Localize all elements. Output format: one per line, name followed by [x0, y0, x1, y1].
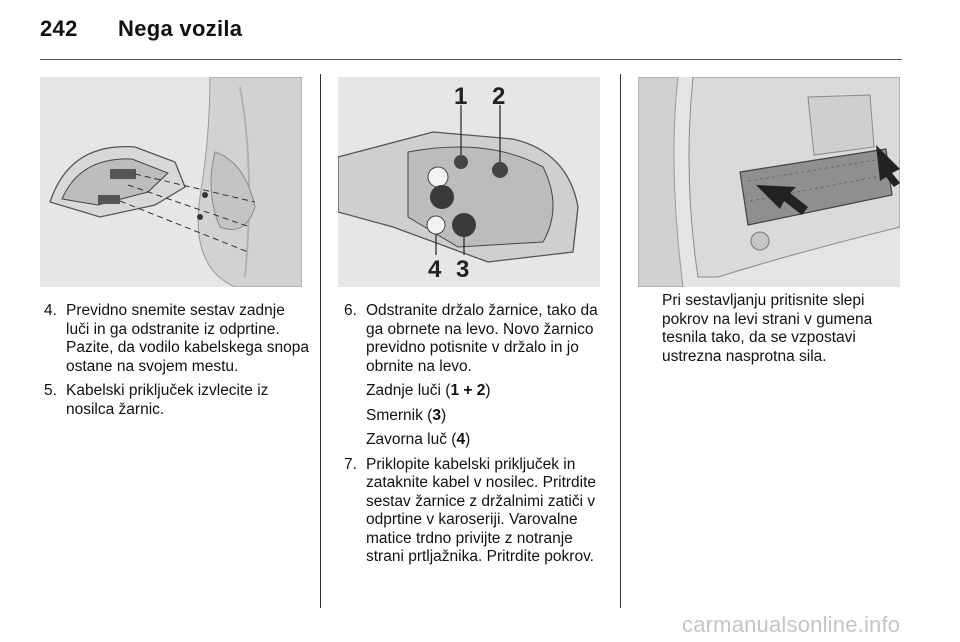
- bulb-brake-light: Zavorna luč (4): [366, 431, 471, 448]
- step-5-number: 5.: [44, 382, 57, 399]
- step-7-number: 7.: [344, 455, 357, 473]
- column-3-text: [662, 292, 902, 366]
- figure-label-1: 1: [454, 83, 468, 110]
- bulb-rear-lights: Zadnje luči (1 + 2): [366, 382, 491, 399]
- column-2-text: [340, 302, 610, 573]
- figure-blind-cover: [638, 77, 900, 287]
- step-6-text: Odstranite držalo žarnice, tako da ga obrnete na levo. Novo žarnico previdno potisnite v držalo in jo obrnite na levo.: [366, 302, 598, 375]
- step-4: [40, 302, 310, 376]
- figure-taillight-removal: [40, 77, 302, 287]
- taillight-removal-illustration: [40, 77, 302, 287]
- step-6-number: 6.: [344, 302, 357, 319]
- blind-cover-illustration: [638, 77, 900, 287]
- bulb-turn-signal: Smernik (3): [366, 406, 447, 424]
- page-header: [0, 0, 960, 64]
- column-divider-1: [320, 74, 321, 608]
- step-4-text: Previdno snemite sestav zadnje luči in ga odstranite iz odprtine. Pazite, da vodilo kabelskega snopa ostane na svojem mestu.: [66, 302, 309, 375]
- column-1-text: [40, 302, 310, 425]
- step-7-text: Priklopite kabelski priključek in zataknite kabel v nosilec. Pritrdite sestav žarnice z držalnimi zatiči v odprtine v karoseriji. Varovalne matice trdno privijte z notranje strani prtljažnika. Pritrdite pokrov.: [366, 455, 597, 565]
- column-divider-2: [620, 74, 621, 608]
- bulb-holder-illustration: [338, 77, 600, 287]
- header-rule: [40, 59, 902, 60]
- step-7: [340, 456, 610, 567]
- assembly-note: Pri sestavljanju pritisnite slepi pokrov na levi strani v gumena tesnila tako, da se vzpostavi ustrezna nasprotna sila.: [662, 292, 873, 365]
- figure-label-3: 3: [456, 256, 470, 283]
- step-4-number: 4.: [44, 302, 57, 319]
- page-number: 242: [40, 16, 78, 41]
- step-6: [340, 302, 610, 376]
- figure-label-2: 2: [492, 83, 506, 110]
- figure-label-4: 4: [428, 256, 442, 283]
- step-5: [40, 382, 310, 419]
- page-title: Nega vozila: [118, 16, 243, 41]
- step-5-text: Kabelski priključek izvlecite iz nosilca žarnic.: [66, 382, 269, 418]
- watermark: carmanualsonline.info: [682, 612, 901, 637]
- figure-bulb-holder: [338, 77, 600, 287]
